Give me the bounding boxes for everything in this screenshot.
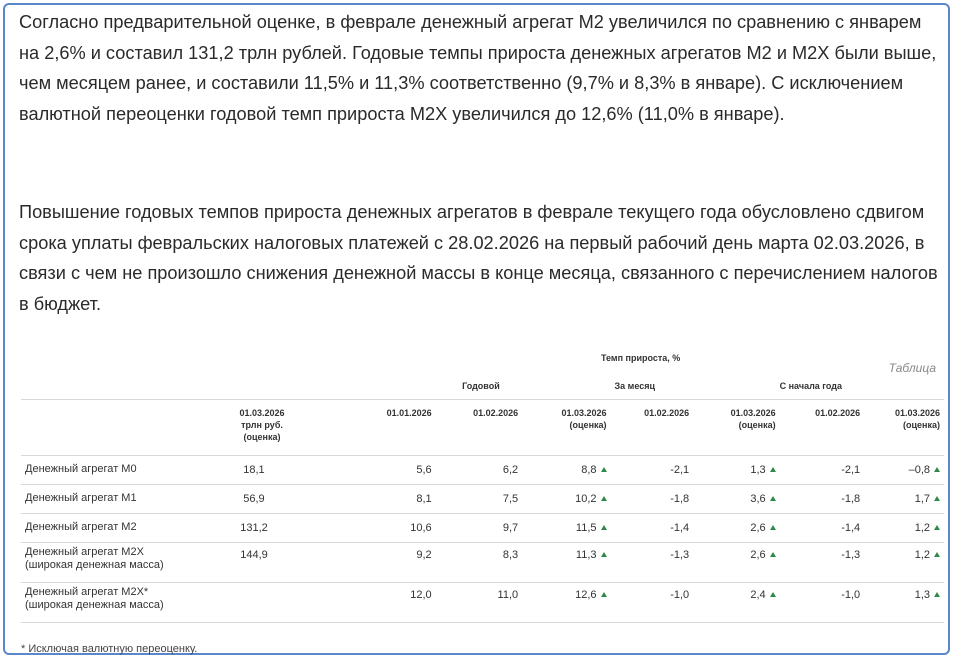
up-arrow-icon [770,525,776,530]
table-cell [693,455,779,484]
cell-value: 2,4 [750,588,766,601]
row-label: Денежный агрегат М2 [21,513,194,542]
cell-value: 10,2 [575,492,597,505]
table-caption: Таблица [888,361,936,375]
table-cell [522,455,610,484]
cell-value: -1,0 [670,588,690,601]
paragraph-1: Согласно предварительной оценке, в феврале денежный агрегат М2 увеличился по сравнению с январем на 2,6% и составил 131,2 трлн рублей. Годовые темпы прироста денежных агрегатов М2 и М2Х были выше, чем месяцем ранее, и составили 11,5% и 11,3% соответственно (9,7% и 8,3% в январе). С исключением валютной переоценки годовой темп прироста М2Х увеличился до 12,6% (11,0% в январе). [19,12,937,124]
table-cell [693,542,779,582]
table-cell [194,542,330,582]
cell-value: 10,6 [410,521,432,534]
table-body [21,455,944,622]
up-arrow-icon [934,496,940,501]
table-cell [194,513,330,542]
table-super-header: Темп прироста, % [601,353,681,363]
table-row [21,542,944,582]
up-arrow-icon [601,552,607,557]
cell-value: -1,4 [670,521,690,534]
group-header-month: За месяц [611,373,780,399]
table-cell [522,484,610,513]
table-cell [330,582,436,622]
cell-value: -1,0 [841,588,861,601]
table-cell [611,455,694,484]
cell-value: 2,6 [750,548,766,561]
table-cell [780,582,865,622]
column-header: 01.03.2026 (оценка) [522,399,610,455]
table-cell [864,582,944,622]
table-cell [436,542,522,582]
cell-value: 1,3 [750,463,766,476]
column-header: 01.02.2026 [780,399,865,455]
table-cell [864,455,944,484]
table-cell [522,542,610,582]
cell-value: 1,2 [914,521,930,534]
table-cell [522,513,610,542]
table-row [21,484,944,513]
table-cell [780,513,865,542]
table-cell [864,542,944,582]
cell-value: 7,5 [502,492,519,505]
table-footnote: * Исключая валютную переоценку. [21,643,198,655]
cell-value: 3,6 [750,492,766,505]
cell-value: 12,6 [575,588,597,601]
table-row [21,513,944,542]
row-label: Денежный агрегат М2Х* (широкая денежная масса) [21,582,194,622]
row-label: Денежный агрегат М1 [21,484,194,513]
paragraph-2: Повышение годовых темпов прироста денежных агрегатов в феврале текущего года обусловлено сдвигом срока уплаты февральских налоговых платежей с 28.02.2026 на первый рабочий день марта 02.03.2026, в связи с чем не произошло снижения денежной массы в конце месяца, связанного с перечислением налогов в бюджет. [19,202,938,314]
table-cell [436,455,522,484]
table-cell [611,513,694,542]
column-header [21,399,194,455]
table-cell [780,484,865,513]
table-cell [693,513,779,542]
table-cell [330,455,436,484]
row-label: Денежный агрегат М0 [21,455,194,484]
up-arrow-icon [601,496,607,501]
up-arrow-icon [934,552,940,557]
column-header: 01.02.2026 [611,399,694,455]
table-column-header-row [21,399,944,455]
table-row [21,455,944,484]
group-header-ytd: С начала года [780,373,944,399]
cell-value: 2,6 [750,521,766,534]
column-header: 01.01.2026 [330,399,436,455]
table-cell [611,484,694,513]
cell-value: 1,3 [914,588,930,601]
table-group-header-row [21,373,944,399]
cell-value: -1,3 [670,548,690,561]
cell-value: –0,8 [908,463,930,476]
table-row [21,582,944,622]
table-cell [864,484,944,513]
cell-value: -2,1 [670,463,690,476]
table-cell [436,484,522,513]
column-header: 01.03.2026 (оценка) [864,399,944,455]
table-cell [522,582,610,622]
table-cell [194,484,330,513]
table-cell [436,513,522,542]
up-arrow-icon [770,496,776,501]
cell-value: -1,8 [670,492,690,505]
table-cell [436,582,522,622]
table-cell [611,542,694,582]
table-cell [780,455,865,484]
up-arrow-icon [934,525,940,530]
cell-value: 56,9 [243,492,265,505]
cell-value: -2,1 [841,463,861,476]
cell-value: 18,1 [243,463,265,476]
column-header: 01.02.2026 [436,399,522,455]
cell-value: -1,4 [841,521,861,534]
cell-value: 11,3 [575,548,597,561]
cell-value: 144,9 [240,548,268,561]
up-arrow-icon [770,552,776,557]
table-cell [330,484,436,513]
table-cell [611,582,694,622]
cell-value: 11,0 [497,588,519,601]
up-arrow-icon [601,592,607,597]
cell-value: 8,3 [502,548,519,561]
cell-value: 131,2 [240,521,268,534]
table-cell [780,542,865,582]
cell-value: 5,6 [416,463,432,476]
cell-value: 8,8 [581,463,597,476]
row-label: Денежный агрегат М2Х (широкая денежная масса) [21,542,194,582]
up-arrow-icon [770,467,776,472]
table-cell [864,513,944,542]
table-cell [693,484,779,513]
cell-value: 1,7 [914,492,930,505]
table-cell [330,542,436,582]
cell-value: 11,5 [575,521,597,534]
group-header-annual: Годовой [436,373,522,399]
cell-value: -1,8 [841,492,861,505]
up-arrow-icon [770,592,776,597]
up-arrow-icon [934,592,940,597]
table-cell [194,582,330,622]
up-arrow-icon [601,467,607,472]
cell-value: -1,3 [841,548,861,561]
table-cell [194,455,330,484]
cell-value: 6,2 [502,463,519,476]
document-frame [3,3,950,655]
table-cell [693,582,779,622]
up-arrow-icon [601,525,607,530]
column-header: 01.03.2026 (оценка) [693,399,779,455]
monetary-aggregates-table [21,373,944,623]
column-header: 01.03.2026 трлн руб. (оценка) [194,399,330,455]
table-cell [330,513,436,542]
cell-value: 9,2 [416,548,432,561]
cell-value: 1,2 [914,548,930,561]
cell-value: 12,0 [410,588,432,601]
up-arrow-icon [934,467,940,472]
cell-value: 8,1 [416,492,432,505]
cell-value: 9,7 [502,521,519,534]
